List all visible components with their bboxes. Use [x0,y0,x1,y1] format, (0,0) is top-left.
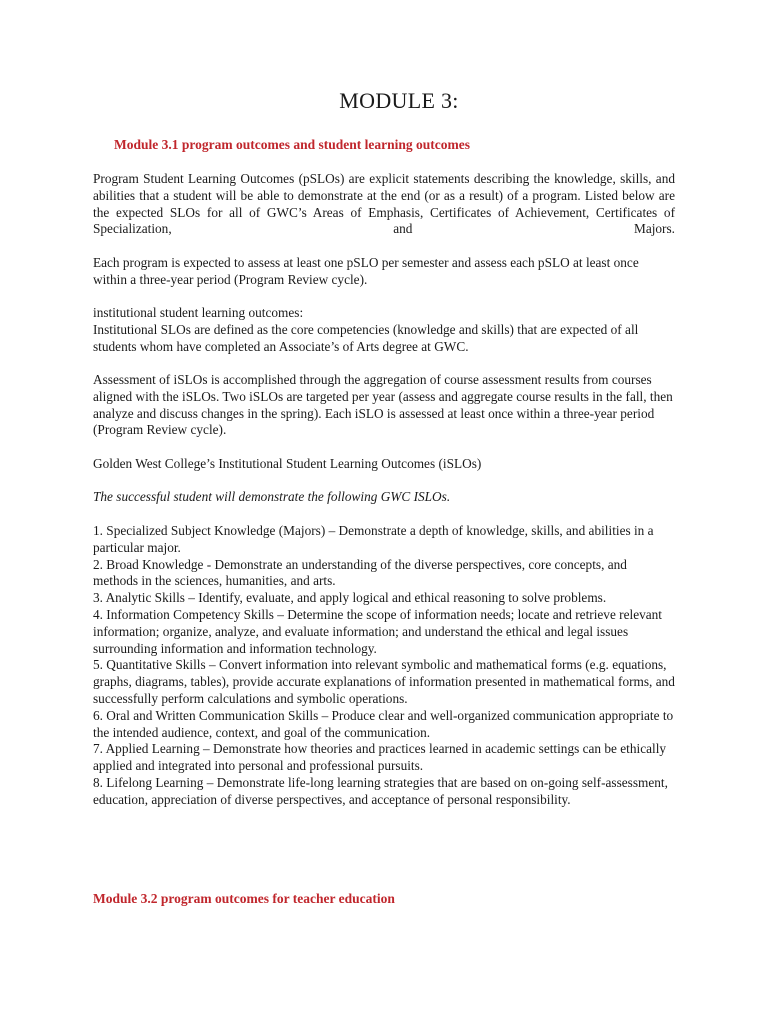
paragraph-pslo-definition: Program Student Learning Outcomes (pSLOs) are explicit statements describing the knowledge, skills, and abilities that a student will be able to demonstrate at the end (or as a result) of a program. Listed below are the expected SLOs for all of GWC’s Areas of Emphasis, Certificates of Achievement, Certificates of Specialization, and Majors. [93,171,675,237]
list-item: 4. Information Competency Skills – Determine the scope of information needs; locate and retrieve relevant information; organize, analyze, and evaluate information; and understand the ethical and legal issues surrounding information and information technology. [93,606,662,656]
section-heading-3-2: Module 3.2 program outcomes for teacher education [93,891,395,906]
islo-heading: Golden West College’s Institutional Student Learning Outcomes (iSLOs) [93,456,482,471]
list-item: 1. Specialized Subject Knowledge (Majors) – Demonstrate a depth of knowledge, skills, and abilities in a particular major. [93,523,654,555]
islo-definition-block [93,305,675,355]
list-item: 7. Applied Learning – Demonstrate how theories and practices learned in academic settings can be ethically applied and integrated into personal and professional pursuits. [93,741,667,774]
list-item: 8. Lifelong Learning – Demonstrate life-long learning strategies that are based on on-going self-assessment, education, appreciation of diverse perspectives, and acceptance of personal responsibility. [93,774,668,807]
islo-intro: The successful student will demonstrate the following GWC ISLOs. [93,489,451,504]
page-title: MODULE 3: [339,88,459,113]
paragraph-islo-definition: Institutional SLOs are defined as the core competencies (knowledge and skills) that are expected of all students whom have completed an Associate’s of Arts degree at GWC. [93,321,639,354]
paragraph-pslo-assessment: Each program is expected to assess at least one pSLO per semester and assess each pSLO at least once within a three-year period (Program Review cycle). [93,255,639,287]
list-item: 3. Analytic Skills – Identify, evaluate, and apply logical and ethical reasoning to solve problems. [93,590,607,606]
paragraph-islo-assessment: Assessment of iSLOs is accomplished through the aggregation of course assessment results from courses aligned with the iSLOs. Two iSLOs are targeted per year (assess and aggregate course results in the fall, then analyze and discuss changes in the spring). Each iSLO is assessed at least once within a three-year period (Program Review cycle). [93,372,673,438]
section-heading-3-1: Module 3.1 program outcomes and student learning outcomes [114,137,470,152]
list-item: 6. Oral and Written Communication Skills – Produce clear and well-organized communication appropriate to the intended audience, context, and goal of the communication. [93,707,674,740]
list-item: 2. Broad Knowledge - Demonstrate an understanding of the diverse perspectives, core concepts, and methods in the sciences, humanities, and arts. [93,556,627,589]
list-item: 5. Quantitative Skills – Convert information into relevant symbolic and mathematical forms (e.g. equations, graphs, diagrams, tables), provide accurate explanations of information presented in mathematical forms, and successfully perform calculations and symbolic operations. [93,657,675,706]
islo-list [93,523,675,809]
islo-label: institutional student learning outcomes: [93,305,304,320]
